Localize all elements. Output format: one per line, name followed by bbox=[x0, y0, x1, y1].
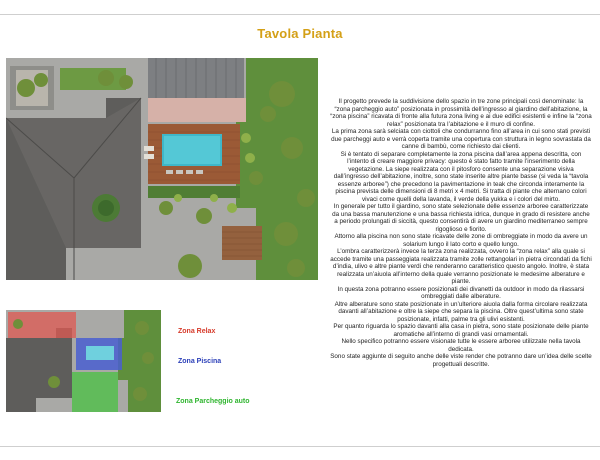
description-paragraph: Per quanto riguarda lo spazio davanti alla casa in pietra, sono state posizionate delle piante aromatiche all’interno di grandi vasi ornamentali. bbox=[333, 323, 589, 338]
bottom-divider bbox=[0, 446, 600, 447]
legend-zona-piscina: Zona Piscina bbox=[178, 358, 222, 365]
top-divider bbox=[0, 14, 600, 15]
description-paragraph: Sono state aggiunte di seguito anche delle viste render che potranno dare un’idea delle scelte progettuali descritte. bbox=[330, 353, 592, 368]
zoning-diagram bbox=[6, 310, 161, 412]
description-paragraph: L’ombra caratterizzerà invece la terza zona realizzata, ovvero la “zona relax” alla quale si accede tramite una passeggiata realizzata tramite zolle rettangolari in pietra circondati da fichi d’india, ulivo e altre piante verdi che renderanno caratteristico questo angolo. Inoltre, è stata realizzata un’aiuola all’interno della quale verranno posizionate le medesime alberature e piante. bbox=[330, 248, 592, 285]
project-description bbox=[330, 98, 592, 368]
description-paragraph: La prima zona sarà selciata con ciottoli che condurranno fino all’area in cui sono stati previsti due parcheggi auto e verrà coperta tramite una copertura con struttura in legno sovrastata da canne di bambù, come richiesto dai clienti. bbox=[331, 128, 591, 150]
description-paragraph: Attorno alla piscina non sono state ricavate delle zone di ombreggiate in modo da avere un solarium lungo il lato corto e quello lungo. bbox=[334, 233, 588, 248]
description-paragraph: Si è tentato di separare completamente la zona piscina dall’area appena descritta, con l’intento di creare maggiore privacy: questo è stato fatto tramite l’inserimento della vegetazione. La siepe realizzata con il pitosforo consente una separazione visiva dall’ingresso dell’abitazione, inoltre, sono state inserite altre piante basse (si veda la “tavola essenze arboree”) che precedono la pavimentazione in teak che circonda interamente la piscina prevista delle dimensioni di 8 metri x 4 metri. Si tratta di piante che alternano colori vivaci come quelli della lavanda, il verde della yukka e i colori del mirto. bbox=[333, 150, 589, 203]
legend-zona-relax: Zona Relax bbox=[178, 328, 216, 335]
page-title: Tavola Pianta bbox=[257, 26, 343, 41]
description-paragraph: Nello specifico potranno essere visionate tutte le essere arboree utilizzate nella tavola dedicata. bbox=[341, 338, 581, 353]
description-paragraph: In generale per tutto il giardino, sono state selezionate delle essenze arboree caratterizzate da una bassa manutenzione e una bassa richiesta idrica, dunque in grado di resistere anche a periodo prolungati di siccità, questo consentirà di avere un giardino mediterraneo sempre rigoglioso e fiorito. bbox=[332, 203, 590, 233]
site-plan-drawing bbox=[6, 58, 318, 280]
description-paragraph: Il progetto prevede la suddivisione dello spazio in tre zone principali così denominate: la “zona parcheggio auto” posizionata in prossimità dell’ingresso al giardino dell’abitazione, la “zona piscina” ricavata di fronte alla futura zona living e ai due edifici esistenti e infine la “zona relax” posizionata tra l’abitazione e il muro di confine. bbox=[330, 98, 592, 128]
legend-zona-parcheggio: Zona Parcheggio auto bbox=[176, 398, 250, 405]
description-paragraph: In questa zona potranno essere posizionati dei divanetti da outdoor in modo da rilassarsi ombreggiati dalle alberature. bbox=[337, 285, 585, 300]
description-paragraph: Altre alberature sono state posizionate in un’ulteriore aiuola dalla forma circolare realizzata davanti all’abitazione e oltre la siepe che separa la piscina. Oltre quest’ultima sono state posizionate, infatti, palme tra gli ulivi esistenti. bbox=[334, 300, 588, 323]
